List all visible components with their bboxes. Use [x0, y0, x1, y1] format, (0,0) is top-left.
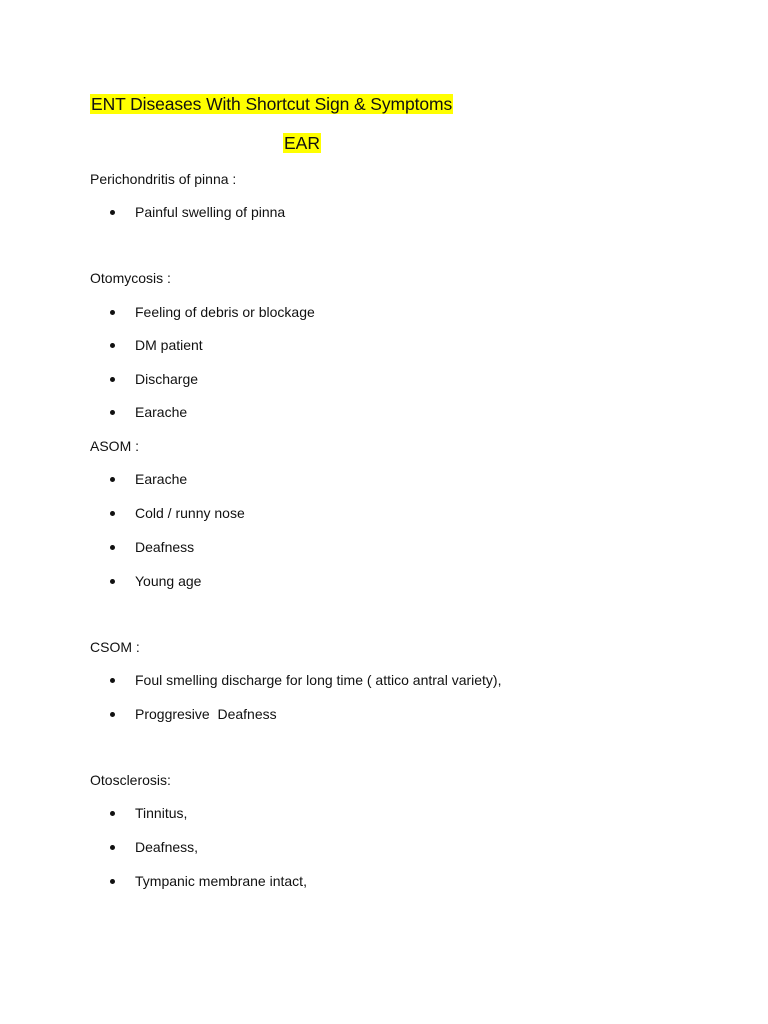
heading-suffix: : — [167, 772, 171, 788]
heading-label: Perichondritis of pinna : — [90, 171, 237, 187]
list-item-text: Earache — [135, 404, 188, 420]
list-item-text: Proggresive Deafness — [135, 706, 277, 722]
list-item-text: Deafness — [135, 539, 195, 555]
bullet-icon — [110, 511, 115, 516]
bullet-icon — [110, 678, 115, 683]
bullet-icon — [110, 712, 115, 717]
list-item — [110, 705, 277, 777]
bullet-icon — [110, 579, 115, 584]
bullet-icon — [110, 210, 115, 215]
list-item-text: Deafness, — [135, 839, 199, 855]
document-title — [90, 93, 453, 115]
bullet-icon — [110, 377, 115, 382]
disease-heading-otomycosis — [90, 269, 171, 287]
bullet-icon — [110, 879, 115, 884]
list-item — [110, 572, 202, 644]
list-item-text: Cold / runny nose — [135, 505, 245, 521]
bullet-icon — [110, 811, 115, 816]
list-item-text: Painful swelling of pinna — [135, 204, 286, 220]
list-item-text: Tympanic membrane intact, — [135, 873, 307, 889]
heading-label: ASOM — [90, 438, 132, 454]
heading-label: CSOM — [90, 639, 132, 655]
section-highlight: EAR — [284, 133, 320, 153]
disease-heading-asom — [90, 437, 139, 455]
bullet-icon — [110, 343, 115, 348]
bullet-icon — [110, 310, 115, 315]
list-item-text: Feeling of debris or blockage — [135, 304, 315, 320]
list-item — [110, 872, 307, 944]
list-item-text: Earache — [135, 471, 188, 487]
list-item-text: Discharge — [135, 371, 199, 387]
list-item-text: Tinnitus, — [135, 805, 188, 821]
heading-suffix: : — [163, 270, 171, 286]
disease-heading-csom — [90, 638, 140, 656]
list-item-text: DM patient — [135, 337, 203, 353]
section-title — [283, 132, 321, 154]
bullet-icon — [110, 477, 115, 482]
heading-suffix: : — [132, 639, 140, 655]
heading-suffix: : — [131, 438, 140, 454]
heading-label: Otomycosis — [90, 270, 164, 286]
heading-label: Otosclerosis — [90, 772, 168, 788]
list-item — [110, 203, 286, 275]
list-item-text: Foul smelling discharge for long time ( attico antral variety), — [135, 672, 502, 688]
disease-heading-otosclerosis — [90, 771, 171, 789]
list-item-text: Young age — [135, 573, 202, 589]
bullet-icon — [110, 410, 115, 415]
bullet-icon — [110, 845, 115, 850]
title-highlight: ENT Diseases With Shortcut Sign & Symptoms — [91, 94, 453, 114]
disease-heading-perichondritis — [90, 170, 236, 188]
bullet-icon — [110, 545, 115, 550]
